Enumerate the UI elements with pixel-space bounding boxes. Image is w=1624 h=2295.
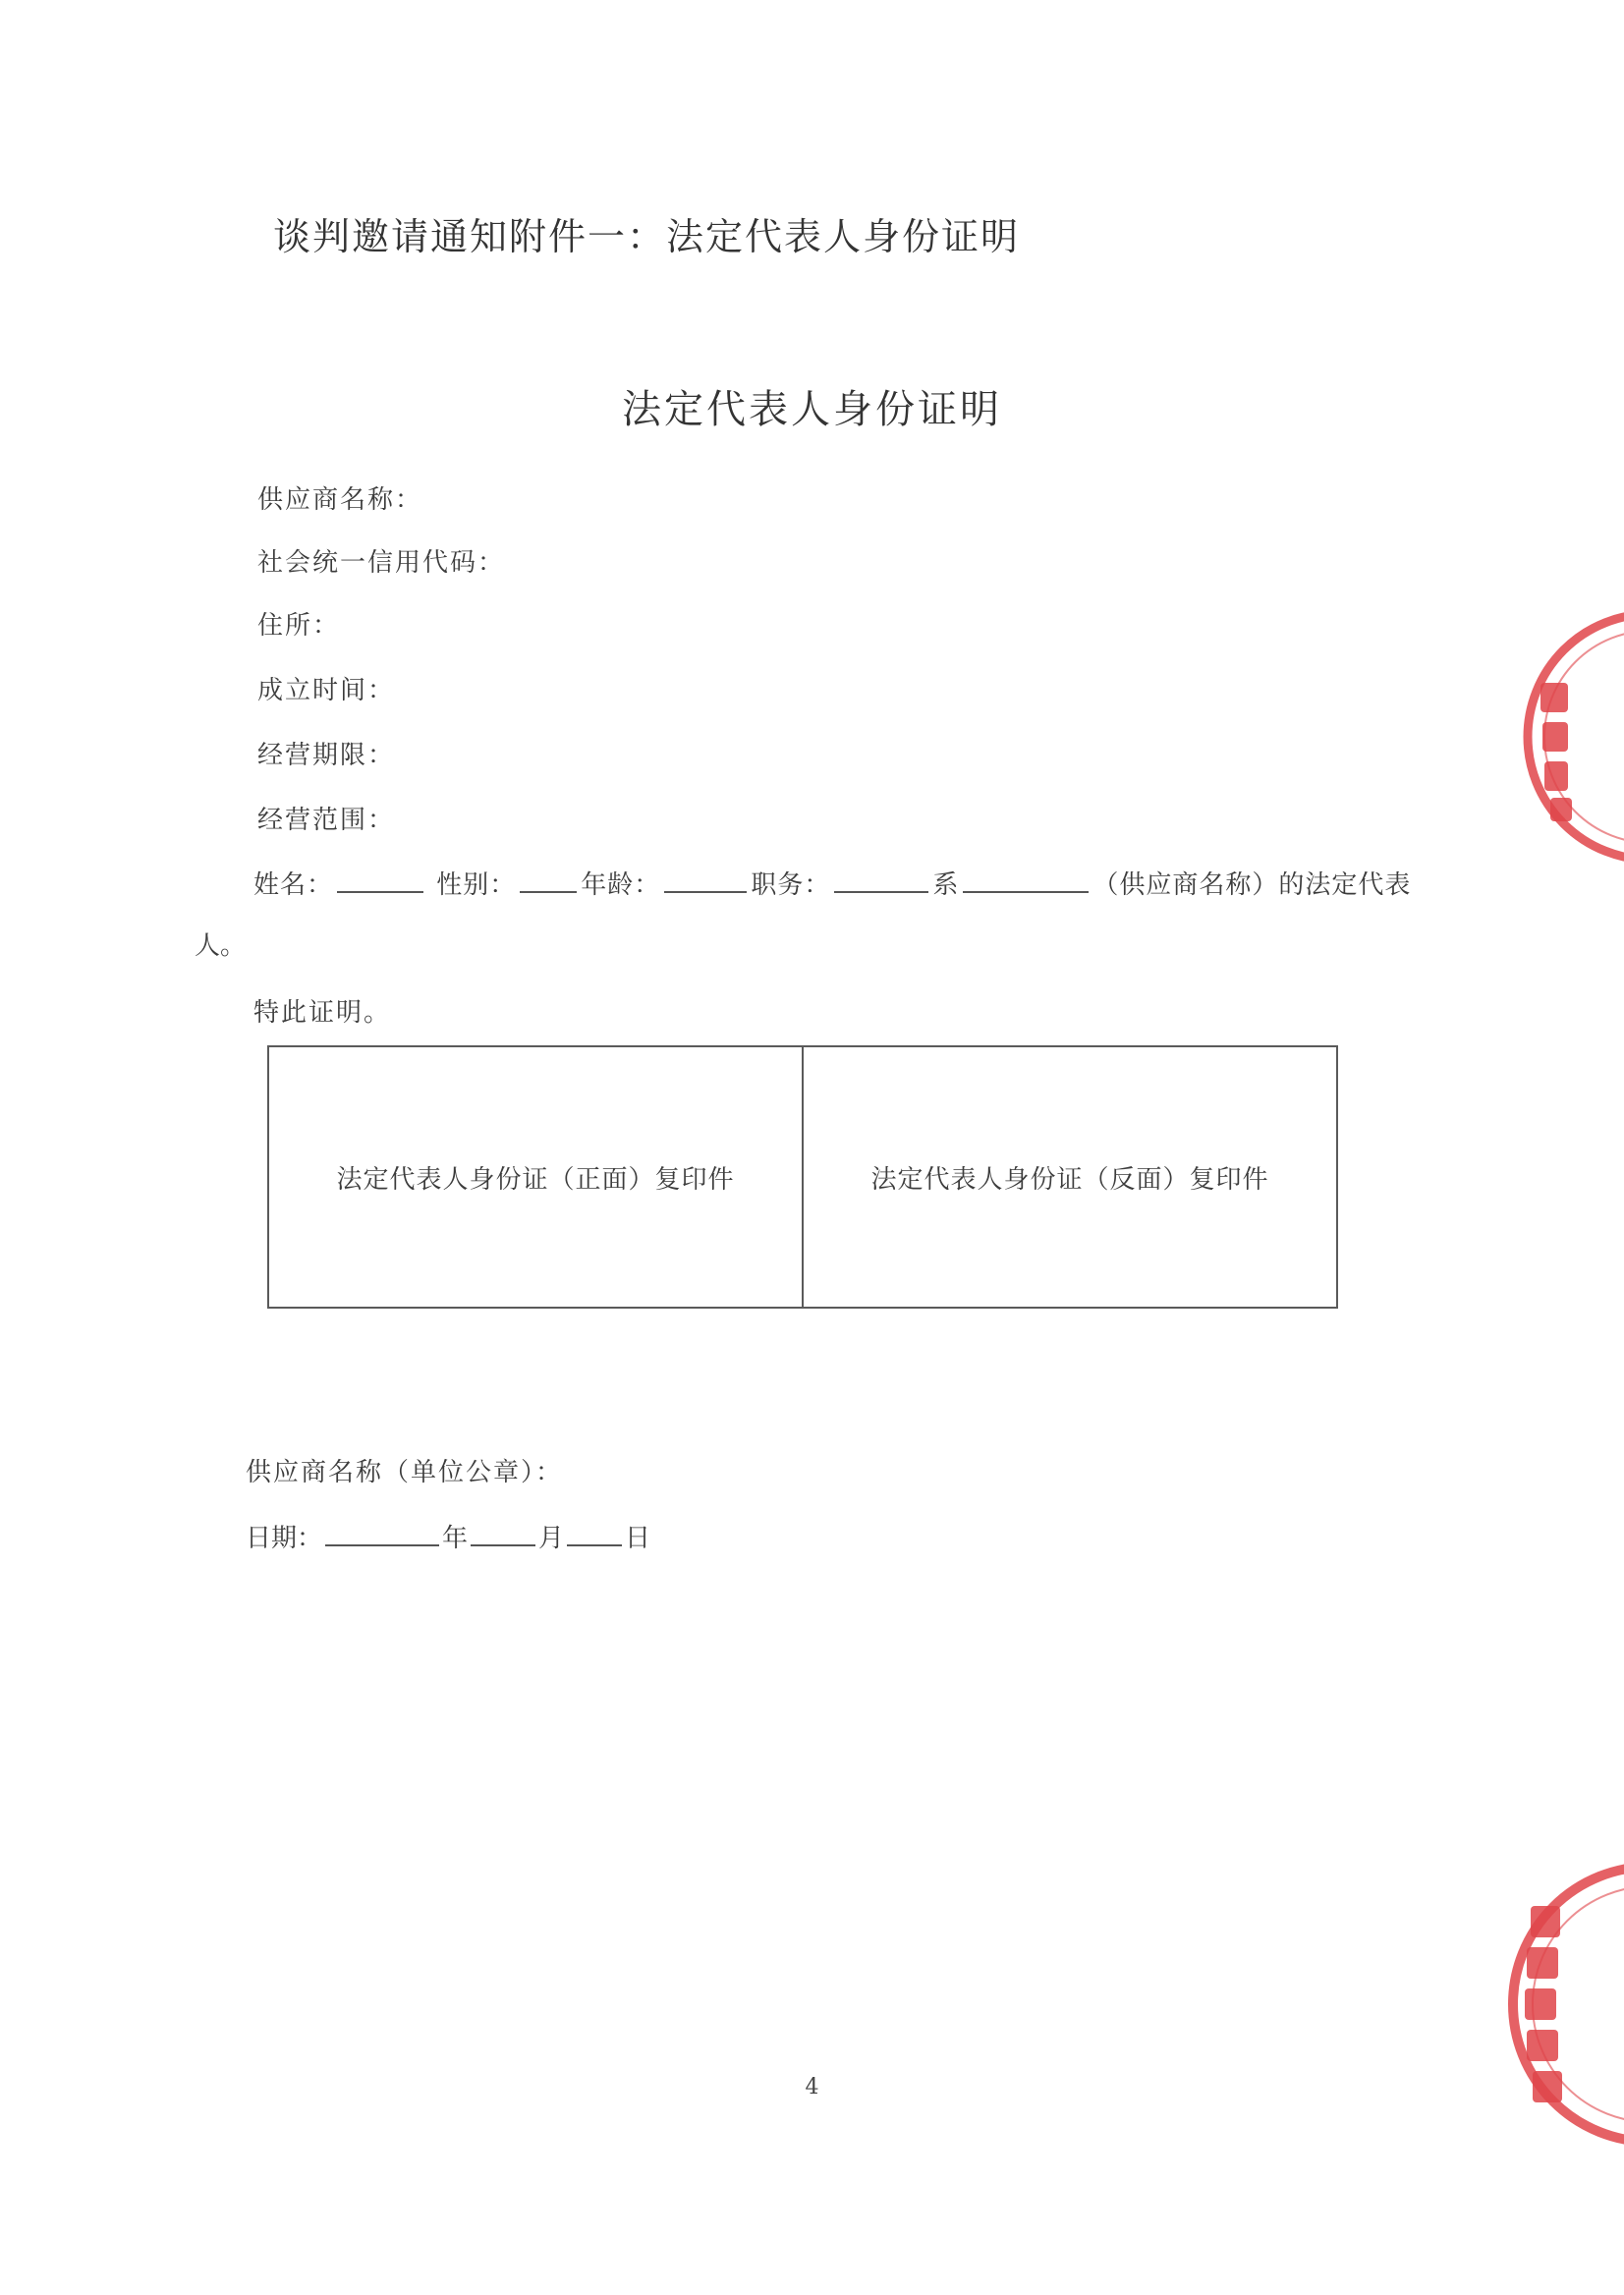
field-established: 成立时间： <box>257 676 396 705</box>
name-label: 姓名： <box>253 870 334 900</box>
supplier-blank <box>963 869 1089 893</box>
supplier-seal-label: 供应商名称（单位公章）： <box>246 1458 564 1487</box>
id-back-cell <box>802 1047 1336 1307</box>
id-front-cell <box>269 1047 802 1307</box>
gender-blank <box>520 869 577 893</box>
age-label: 年龄： <box>581 870 661 900</box>
is-label: 系 <box>932 870 960 900</box>
gender-label: 性别： <box>436 870 517 900</box>
field-credit-code: 社会统一信用代码： <box>257 548 506 578</box>
name-blank <box>337 869 423 893</box>
attachment-heading: 谈判邀请通知附件一：法定代表人身份证明 <box>273 215 1021 258</box>
month-blank <box>471 1523 535 1546</box>
day-label: 日 <box>625 1524 651 1553</box>
field-address: 住所： <box>257 611 341 641</box>
company-seal-bottom <box>1484 1847 1624 2161</box>
id-back-label: 法定代表人身份证（反面）复印件 <box>870 1164 1269 1195</box>
age-blank <box>664 869 747 893</box>
statement-continuation: 人。 <box>195 931 247 961</box>
statement-line <box>253 865 1411 901</box>
page-number: 4 <box>805 2075 819 2099</box>
position-label: 职务： <box>751 870 831 900</box>
certify-text: 特此证明。 <box>253 998 392 1028</box>
day-blank <box>567 1523 622 1546</box>
id-front-label: 法定代表人身份证（正面）复印件 <box>336 1164 735 1195</box>
date-line <box>246 1518 650 1554</box>
company-seal-top <box>1503 589 1624 884</box>
field-supplier-name: 供应商名称： <box>257 485 423 515</box>
position-blank <box>834 869 928 893</box>
date-label: 日期： <box>246 1524 323 1553</box>
field-business-term: 经营期限： <box>257 741 396 770</box>
year-blank <box>325 1523 439 1546</box>
field-business-scope: 经营范围： <box>257 806 396 835</box>
year-label: 年 <box>442 1524 469 1553</box>
supplier-note: （供应商名称）的法定代表 <box>1092 870 1412 900</box>
id-copy-table <box>267 1045 1338 1309</box>
month-label: 月 <box>538 1524 565 1553</box>
document-title: 法定代表人身份证明 <box>622 387 1002 432</box>
